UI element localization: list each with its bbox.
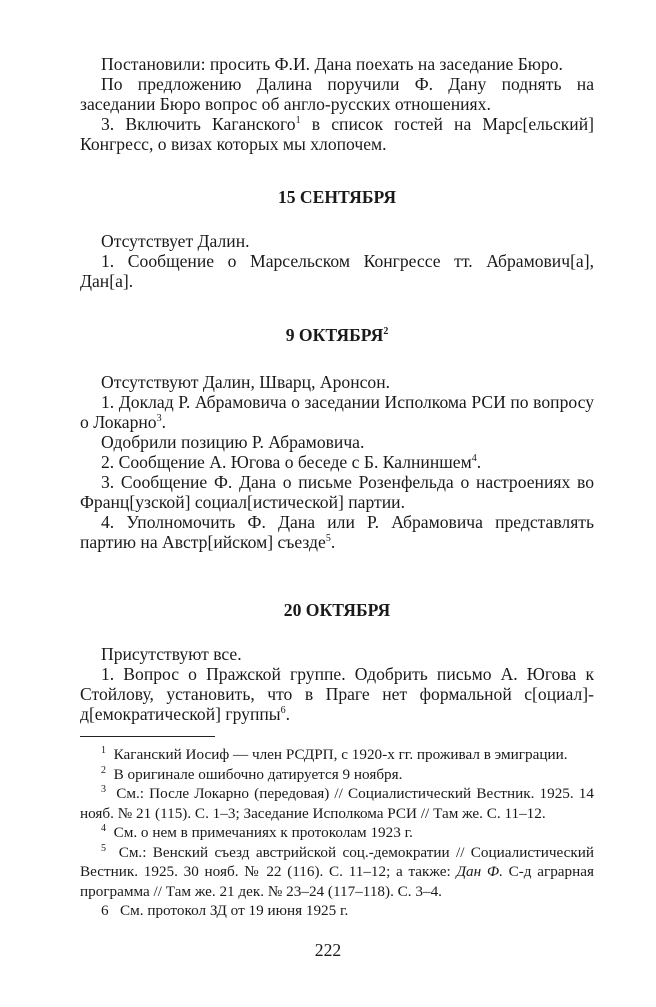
footnote-text: См. о нем в примечаниях к протоколам 1923 г. [113, 824, 413, 841]
paragraph-text: 4. Уполномочить Ф. Дана или Р. Абрамовича представлять партию на Австр[ийском] съезде [80, 512, 594, 552]
footnote-text: Каганский Иосиф — член РСДРП, с 1920-х гг. проживал в эмиграции. [113, 746, 568, 763]
footnote-number: 3 [101, 783, 106, 795]
footnote-ref: 2 [383, 326, 389, 338]
footnote-ref: 5 [325, 533, 331, 545]
paragraph [80, 114, 594, 154]
footnote [80, 765, 594, 785]
paragraph [80, 512, 594, 552]
paragraph-text: . [476, 452, 482, 472]
footnote-ref: 4 [471, 453, 477, 465]
footnote-text: См.: Венский съезд австрийской соц.-демократии // Социалистический Вестник. 1925. 30 нояб. № 22 (116). С. 11–12; а также: [80, 843, 594, 880]
footnote-text: С-д аграрная программа // Там же. 21 дек. № 23–24 (117–118). С. 3–4. [80, 863, 594, 900]
paragraph: Одобрили позицию Р. Абрамовича. [101, 432, 365, 452]
paragraph: 3. Сообщение Ф. Дана о письме Розенфельда о настроениях во Франц[узской] социал[истической] партии. [80, 472, 594, 512]
paragraph: Отсутствуют Далин, Шварц, Аронсон. [101, 372, 391, 392]
paragraph-text: 1. Вопрос о Пражской группе. Одобрить письмо А. Югова к Стойлову, установить, что в Праге нет формальной с[оциал]-д[емократической] группы [80, 664, 594, 724]
paragraph-text: 3. Включить Каганского [101, 114, 296, 134]
paragraph-text: . [161, 412, 166, 432]
page-number: 222 [314, 940, 342, 960]
paragraph-text: в список гостей на Марс[ельский] Конгресс, о визах которых мы хлопочем. [80, 114, 594, 154]
footnotes [80, 736, 594, 921]
footnote [80, 784, 594, 823]
footnote-number: 2 [101, 764, 106, 776]
footnote-divider [80, 736, 215, 737]
paragraph: Отсутствует Далин. [101, 231, 250, 251]
footnote-ref: 1 [295, 115, 301, 127]
paragraph [80, 392, 594, 432]
paragraph [80, 664, 594, 724]
section-heading-sept-15: 15 СЕНТЯБРЯ [277, 187, 397, 207]
footnote [80, 745, 594, 765]
paragraph-text: 2. Сообщение А. Югова о беседе с Б. Калниншем [101, 452, 472, 472]
section-heading-oct-9 [80, 325, 594, 345]
footnote-number: 4 [101, 822, 106, 834]
paragraph-text: . [330, 532, 336, 552]
section-heading-oct-20: 20 ОКТЯБРЯ [283, 600, 391, 620]
footnote-number: 5 [101, 842, 106, 854]
footnote-text: В оригинале ошибочно датируется 9 ноября. [113, 765, 403, 783]
paragraph [80, 452, 594, 472]
paragraph: 1. Сообщение о Марсельском Конгрессе тт. Абрамович[а], Дан[а]. [80, 251, 594, 291]
footnote-author: Дан Ф. [456, 863, 503, 880]
paragraph-text: . [285, 704, 291, 724]
footnote [80, 823, 594, 843]
paragraph-text: 1. Доклад Р. Абрамовича о заседании Исполкома РСИ по вопросу о Локарно [80, 392, 594, 432]
footnote-text: См.: После Локарно (передовая) // Социалистический Вестник. 1925. 14 нояб. № 21 (115). С. 1–3; Заседание Исполкома РСИ // Там же. С. 11–12. [80, 785, 594, 822]
footnote-number: 6 [101, 902, 109, 919]
paragraph: Присутствуют все. [101, 644, 242, 664]
heading-text: 9 ОКТЯБРЯ [285, 325, 384, 345]
footnote-ref: 3 [156, 413, 162, 425]
footnote-number: 1 [101, 744, 106, 756]
footnote [80, 901, 594, 921]
paragraph: По предложению Далина поручили Ф. Дану поднять на заседании Бюро вопрос об англо-русских отношениях. [80, 74, 594, 114]
footnote [80, 843, 594, 902]
footnote-text: См. протокол ЗД от 19 июня 1925 г. [119, 902, 349, 919]
page-body [80, 54, 594, 724]
paragraph: Постановили: просить Ф.И. Дана поехать на заседание Бюро. [101, 54, 563, 74]
footnote-ref: 6 [280, 705, 286, 717]
